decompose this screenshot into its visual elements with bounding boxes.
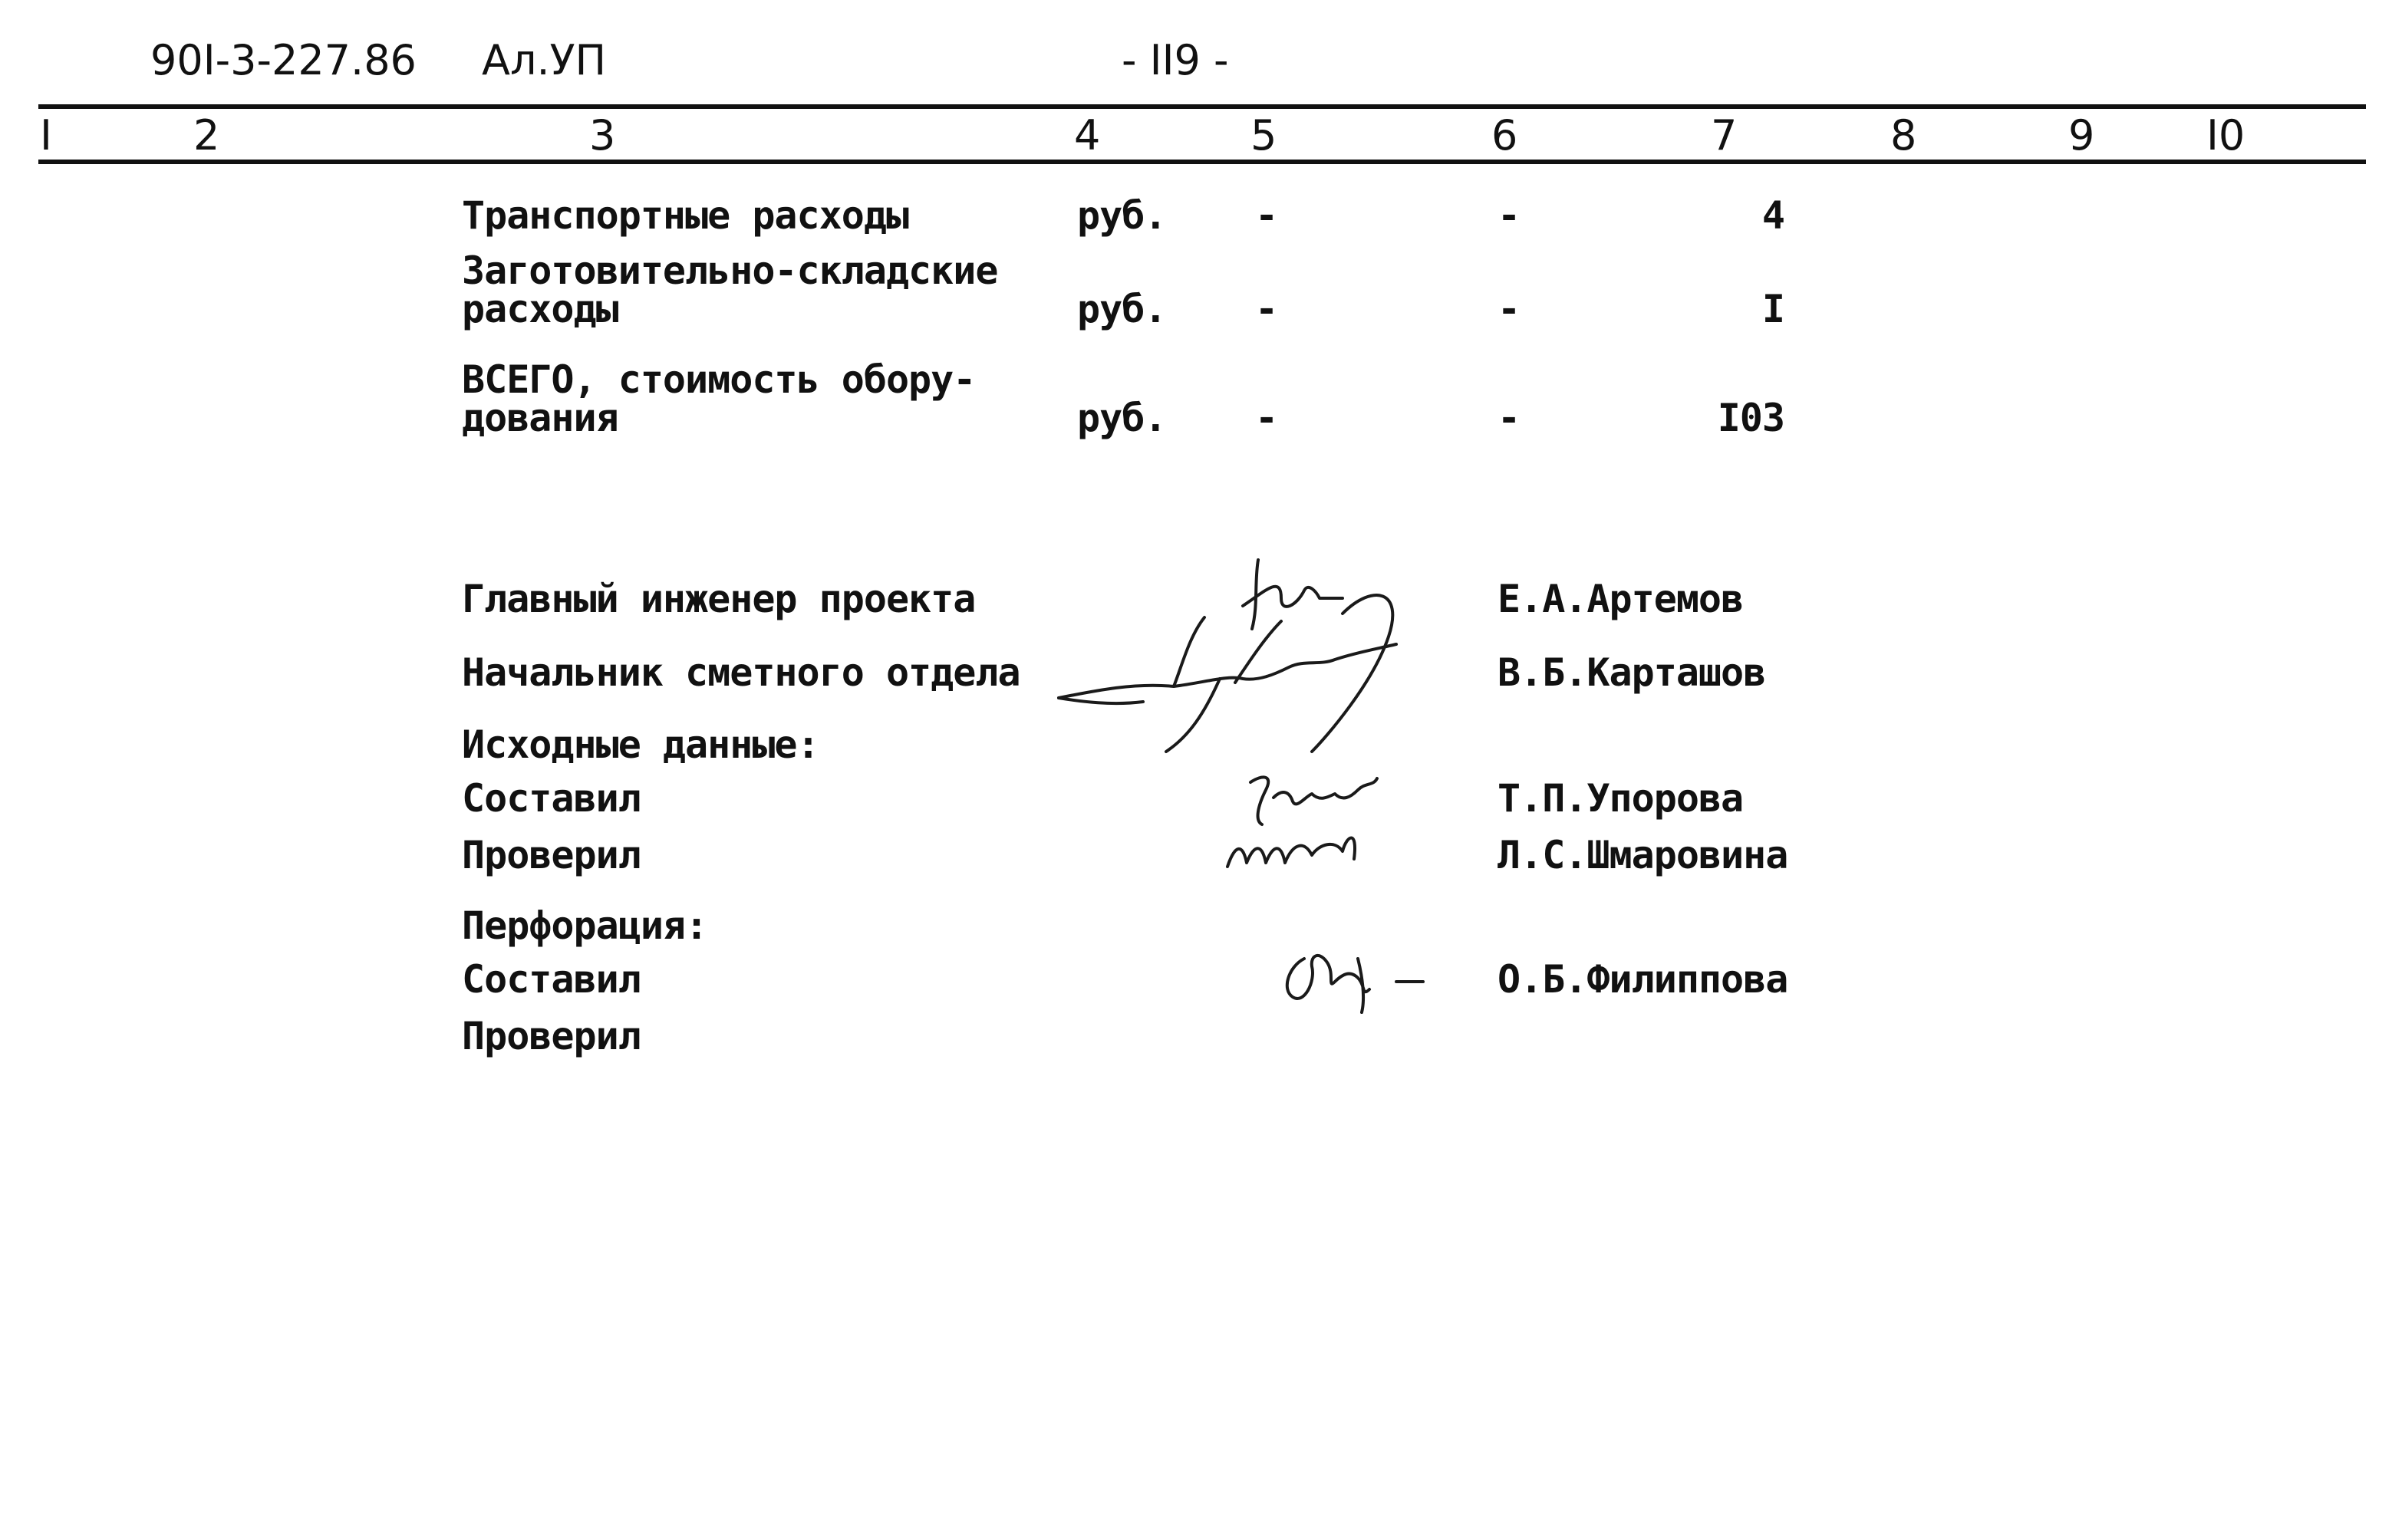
- column-header: I0: [2206, 111, 2245, 160]
- signature-filippova: [1273, 936, 1442, 1020]
- row-col5: -: [1255, 287, 1278, 331]
- column-header: 2: [193, 111, 220, 160]
- source-compiled-label: Составил: [462, 776, 641, 821]
- source-compiled-name: Т.П.Упорова: [1498, 776, 1744, 821]
- row-col6: -: [1498, 396, 1521, 440]
- chief-engineer-name: Е.А.Артемов: [1498, 577, 1744, 621]
- row-col5: -: [1255, 193, 1278, 238]
- source-checked-label: Проверил: [462, 833, 641, 877]
- row-name-line1: Заготовительно-складские: [462, 248, 998, 293]
- row-name-line2: дования: [462, 396, 618, 440]
- column-header: 6: [1491, 111, 1518, 160]
- column-header: I: [40, 111, 52, 160]
- row-name: Транспортные расходы: [462, 193, 909, 238]
- page-number: - II9 -: [1122, 36, 1229, 84]
- source-checked-name: Л.С.Шмаровина: [1498, 833, 1788, 877]
- estimates-head-title: Начальник сметного отдела: [462, 650, 1020, 695]
- row-col7: I: [1761, 287, 1784, 331]
- row-name-line1: ВСЕГО, стоимость обору-: [462, 357, 976, 402]
- perf-compiled-name: О.Б.Филиппова: [1498, 957, 1788, 1002]
- album-label: Ал.УП: [482, 36, 607, 84]
- row-unit: руб.: [1077, 287, 1167, 331]
- signature-uporova: [1220, 767, 1419, 890]
- signature-artemov-kartashov: [1051, 545, 1450, 775]
- column-header: 8: [1890, 111, 1917, 160]
- column-header: 9: [2068, 111, 2095, 160]
- column-header: 4: [1074, 111, 1101, 160]
- chief-engineer-title: Главный инженер проекта: [462, 577, 976, 621]
- row-col7: I03: [1717, 396, 1784, 440]
- estimates-head-name: В.Б.Карташов: [1498, 650, 1766, 695]
- perforation-heading: Перфорация:: [462, 903, 708, 948]
- row-col6: -: [1498, 287, 1521, 331]
- top-rule: [38, 104, 2366, 109]
- column-header: 7: [1711, 111, 1738, 160]
- row-name-line2: расходы: [462, 287, 618, 331]
- doc-number: 90I-3-227.86: [150, 36, 417, 84]
- perf-compiled-label: Составил: [462, 957, 641, 1002]
- header-bottom-rule: [38, 160, 2366, 164]
- perf-checked-label: Проверил: [462, 1014, 641, 1058]
- row-col5: -: [1255, 396, 1278, 440]
- source-data-heading: Исходные данные:: [462, 722, 819, 767]
- row-unit: руб.: [1077, 193, 1167, 238]
- column-header: 3: [589, 111, 616, 160]
- row-unit: руб.: [1077, 396, 1167, 440]
- row-col7: 4: [1761, 193, 1784, 238]
- column-header: 5: [1250, 111, 1277, 160]
- row-col6: -: [1498, 193, 1521, 238]
